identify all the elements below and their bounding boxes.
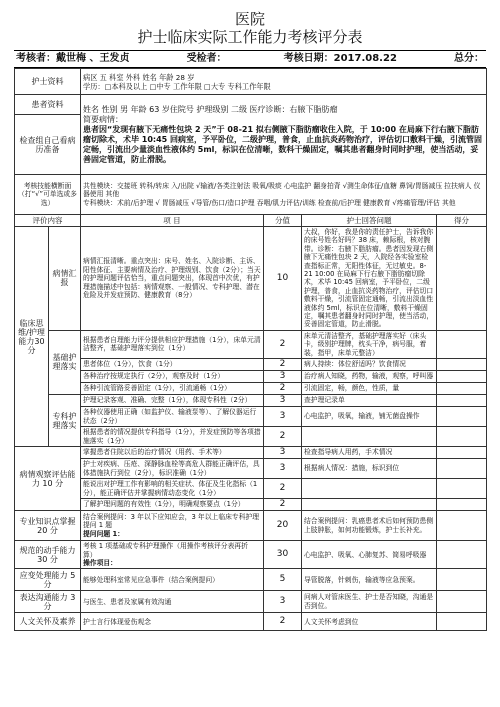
observation-score: 3 [264,447,302,459]
col-points: 得分 [437,215,487,227]
basic-points[interactable] [437,371,487,383]
specialty-item: 护理记录客观、准确、完整（1分），体现专科性（2分） [81,395,264,407]
observation-item: 能说出对护理工作有影响的相关症状、体征及生化指标（1分），能正确评估并掌握病情动态变化（1分） [81,479,264,499]
patient-info-label: 患者资料 [15,95,81,115]
table-row [15,383,487,395]
specialty-reply [302,427,437,447]
table-row [15,227,487,331]
observation-points[interactable] [437,499,487,511]
observation-item: 护士对疾病、压疮、深静脉血栓等高危人群能正确评估，具体措施执行到位（2分），标识准确（1分） [81,459,264,479]
observation-reply: 检查指导病人用药，手术情况 [302,447,437,459]
basic-reply: 引流固定，畅，颜色，性质，量 [302,383,437,395]
sub-label-report: 病情汇报 [49,227,81,331]
emergency-reply: 导管脱落，针刺伤，输液等应急预案。 [302,569,437,591]
observation-score: 2 [264,479,302,499]
communication-score: 3 [264,591,302,613]
operation-project: 操作项目： [83,558,117,567]
date-label: 考核日期：2017.08.22 [283,53,397,64]
section-label-observation: 病情观察评估能力 10 分 [15,447,81,511]
table-header [15,215,487,227]
care-score: 2 [264,613,302,631]
care-content: 护士言行体现爱伤观念 [81,613,264,631]
operation-reply: 心电监护、吸氧、心肺复苏、简易呼吸器 [302,541,437,569]
observation-points[interactable] [437,447,487,459]
section-label-care: 人文关怀及素养 [15,613,81,631]
emergency-score: 5 [264,569,302,591]
table-row [15,371,487,383]
history-title: 简要病情： [83,114,123,124]
specialty-score: 2 [264,427,302,447]
table-row [15,359,487,371]
examinee-label[interactable]: 受检者： [186,53,227,64]
observation-reply: 根据病人情况：措施，标识到位 [302,459,437,479]
knowledge-points[interactable] [437,511,487,541]
knowledge-reply: 结合案例提问：乳癌患者术后如何预防患侧上肢肿胀，如何功能锻炼，护士长补充。 [302,511,437,541]
form-title: 护士临床实际工作能力考核评分表 [137,28,363,46]
nurse-info-content[interactable] [81,69,487,95]
tech-options[interactable] [81,175,487,215]
section-label-knowledge: 专业知识点掌握 20 分 [15,511,81,541]
basic-item: 根据患者自理能力评分提供相应护理措施（1分），床单元清洁整齐，基础护理落实到位（1分） [81,330,264,358]
communication-content: 与医生、患者及家属有效沟通 [81,591,264,613]
knowledge-text: 结合案例提问：3 年以下应知应会，3 年以上临床专科护理提问 1 题 [83,512,260,530]
tech-label: 考核技能横断面（打“√”可单选或多选） [15,175,81,215]
care-reply: 人文关怀考虑到位 [302,613,437,631]
basic-item: 各种治疗按规定执行（2分），观察及时（1分） [81,371,264,383]
table-row [15,591,487,613]
sub-label-specialty: 专科护理落实 [49,395,81,447]
patient-info-content [81,95,487,175]
knowledge-score: 20 [264,511,302,541]
table-row [15,427,487,447]
specialty-score: 3 [264,395,302,407]
basic-score: 3 [264,371,302,383]
nurse-info-row1: 病区 五 科室 外科 姓名 年龄 28 岁 [83,72,195,82]
operation-score: 30 [264,541,302,569]
nurse-info-label: 护士资料 [15,69,81,95]
tech-row-common: 共性模块：交接班 转科/转床 入/出院 √输液/各类注射法 吸氧/吸痰 心电监护 翻身拍背 √测生命体征/血糖 鼻饲/胃肠减压 拉扶病人 仪器使用 其他 [83,181,481,199]
basic-score: 2 [264,359,302,371]
total-label[interactable]: 总分： [453,53,484,64]
nurse-info-row2: 学历：□本科及以上 □中专 工作年限 □大专 专科工作年限 [83,81,271,91]
observation-points[interactable] [437,479,487,499]
examiner-label: 考核者：戴世梅 、王发贞 [16,53,130,64]
table-row [15,395,487,407]
col-score: 分值 [264,215,302,227]
table-row [15,447,487,459]
table-row [15,613,487,631]
observation-item: 了解护理问题的有效性（1分），明确观察要点（1分） [81,499,264,511]
specialty-points[interactable] [437,407,487,427]
section-label-emergency: 应变处理能力 5 分 [15,569,81,591]
history-text: 患者因“发现有腋下无痛性包块 2 天”于 08-21 拟右侧腋下脂肪瘤收住入院，于 10:00 在局麻下行右腋下脂肪瘤切除术，术毕 10:45 回病室，予平卧位，二级护理，普食，止血抗炎药物治疗，评估切口敷料干燥，引流管固定畅，引流出少量淡血性液体约 5ml，标识在位清晰，数科干燥固定，嘱其患者翻身时同时护理，使当活动，妥善固定管道，防止滑脱。 [83,124,483,164]
hospital-title: 医院 [234,10,265,28]
table-row [15,407,487,427]
operation-text: 考核 1 项基础或专科护理操作（用操作考核评分表再折算） [83,542,248,559]
table-row [15,499,487,511]
table-row [15,541,487,569]
knowledge-content [81,511,264,541]
communication-points[interactable] [437,591,487,613]
operation-points[interactable] [437,541,487,569]
specialty-points[interactable] [437,395,487,407]
table-row [15,330,487,358]
table-row [15,459,487,479]
specialty-reply: 心电监护，吸氧，输液，铺无菌盘操作 [302,407,437,427]
specialty-item: 根据患者的情况提供专科指导（1分），并发症预防等各项措施落实（1分） [81,427,264,447]
basic-points[interactable] [437,330,487,358]
specialty-reply: 查护理记录单 [302,395,437,407]
observation-reply [302,479,437,499]
basic-reply: 病人持续：体位舒适吗？饮食情况 [302,359,437,371]
basic-reply: 床单元清洁整齐，基础护理落实好（床头卡，级别护理牌，枕头干净，病号服，着装，指甲，床单元整洁） [302,330,437,358]
knowledge-question: 提问问题 1： [83,529,125,538]
basic-points[interactable] [437,383,487,395]
care-points[interactable] [437,613,487,631]
check-label: 检查组自己看病历准备 [15,115,81,175]
section-label-operation: 规范的动手能力 30 分 [15,541,81,569]
observation-item: 掌握患者住院以后的治疗情况（用药、手术等） [81,447,264,459]
report-points[interactable] [437,227,487,331]
observation-points[interactable] [437,459,487,479]
emergency-points[interactable] [437,569,487,591]
specialty-item: 各种仪器使用正确（如监护仪、输液泵等）、了解仪器运行状态（2分） [81,407,264,427]
operation-content [81,541,264,569]
basic-item: 患者体位（1分），饮食（1分） [81,359,264,371]
col-project: 项 目 [81,215,264,227]
basic-points[interactable] [437,359,487,371]
col-item: 评价内容 [15,215,81,227]
observation-reply [302,499,437,511]
basic-score: 2 [264,383,302,395]
emergency-content: 能够处理科室常见应急事件（结合案例提问） [81,569,264,591]
tech-row-specialty: 专科模块：术前/后护理 √ 胃肠减压 √导管/伤口/造口护理 吞咽/肌力评估/训练 检查前/后护理 健康教育 √疼痛管理/评估 其他 [83,198,456,207]
patient-info-row1: 姓名 性别 男 年龄 63 岁住院号 护理级别 二级 医疗诊断：右腋下脂肪瘤 [83,104,338,114]
specialty-points[interactable] [437,427,487,447]
table-row [15,569,487,591]
form-table [14,68,487,631]
section-label-communication: 表达沟通能力 3 分 [15,591,81,613]
table-row [15,511,487,541]
report-content: 病情汇报清晰。重点突出：床号、姓名、入院诊断、主诉、阳性体征、主要病情及治疗、护理级别、饮食（2分）；当天的护理问题评估恰当，重点问题突出，体现首中次优，有护理措施描述中包括：病情观察、一般情况、专科护理、潜在危险及并发症预防、健康教育（8分） [81,227,264,331]
basic-reply: 治疗病人知晓，药物，输液，观察，呼叫器 [302,371,437,383]
report-score: 10 [264,227,302,331]
basic-score: 2 [264,330,302,358]
communication-reply: 问病人对管床医生、护士是否知晓，沟通是否到位。 [302,591,437,613]
basic-item: 各种引流管路妥善固定（1分），引流通畅（1分） [81,383,264,395]
table-row [15,479,487,499]
sub-label-basic: 基础护理落实 [49,330,81,394]
specialty-score: 3 [264,407,302,427]
observation-score: 3 [264,459,302,479]
section-label-clinical: 临床思维/护理能力30分 [15,227,49,447]
report-reply: 大叔，你好，我是你的责任护士，告诉我你的床号姓名好吗？38 床，赖际根，核对腕带。诊断：右腋下脂肪瘤。患者因发现右侧腋下无痛性包块 2 天，入院经各实验室检查指标正常，无阳性体征，无过敏史。8-21 10:00 在局麻下行右腋下脂肪瘤切除术，术毕 10:45 回病室，予平卧位，二级护理，普食，止血抗炎药物治疗，评估切口敷料干燥，引流管固定通畅，引流出淡血性液体约 5ml，标识在位清晰，敷料干燥固定，嘱其患者翻身时同时护理，使当活动，妥善固定管道，防止滑脱。 [302,227,437,331]
col-reply: 护士回答问题 [302,215,437,227]
meta-row [14,50,486,68]
observation-score: 2 [264,499,302,511]
